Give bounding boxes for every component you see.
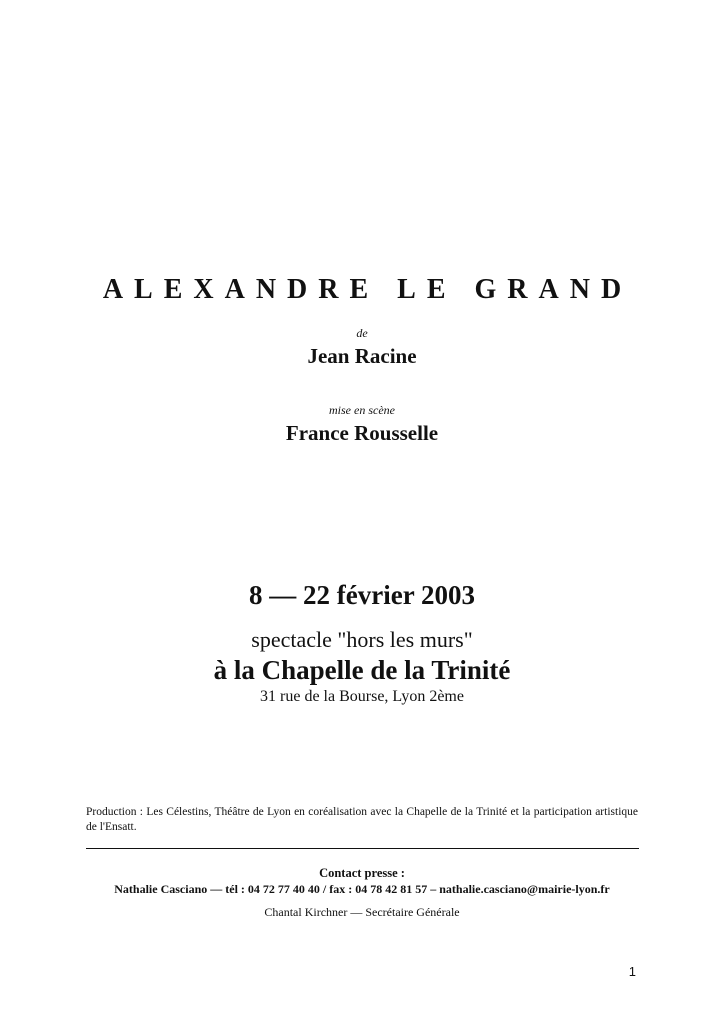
staging-label: mise en scène — [329, 403, 395, 417]
contact-title: Contact presse : — [319, 866, 405, 880]
play-title: ALEXANDRE LE GRAND — [102, 274, 633, 305]
author-label: de — [356, 326, 368, 340]
author-name: Jean Racine — [307, 344, 417, 368]
contact-details: Nathalie Casciano — tél : 04 72 77 40 40 / fax : 04 78 42 81 57 – nathalie.casciano@mairie-lyon.fr — [114, 882, 610, 896]
page-number: 1 — [628, 964, 636, 979]
event-dates: 8 — 22 février 2003 — [249, 580, 475, 610]
director-name: France Rousselle — [285, 421, 439, 445]
production-note: Production : Les Célestins, Théâtre de Lyon en coréalisation avec la Chapelle de la Trinité et la participation artistique de l'Ensatt. — [86, 806, 638, 833]
event-address: 31 rue de la Bourse, Lyon 2ème — [260, 688, 464, 705]
event-venue: à la Chapelle de la Trinité — [213, 655, 511, 685]
event-type: spectacle "hors les murs" — [251, 627, 473, 652]
contact-secondary: Chantal Kirchner — Secrétaire Générale — [264, 905, 460, 919]
divider-rule — [86, 848, 639, 849]
